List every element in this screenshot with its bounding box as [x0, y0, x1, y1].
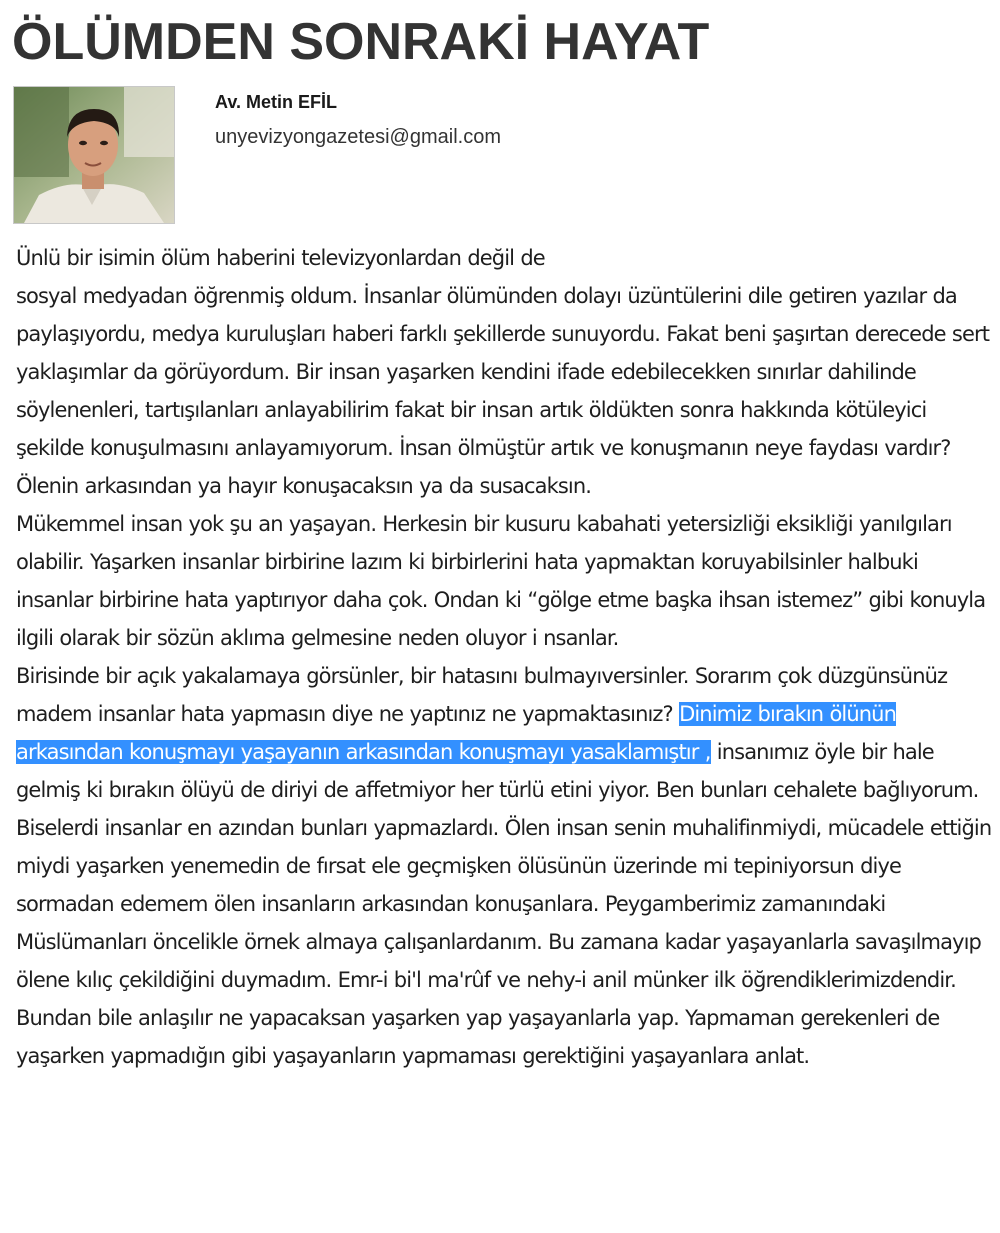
author-portrait-image [14, 87, 174, 223]
article-paragraph-4 [16, 657, 1000, 1075]
author-email[interactable]: unyevizyongazetesi@gmail.com [215, 126, 501, 148]
article-paragraph-2: sosyal medyadan öğrenmiş oldum. İnsanlar ölümünden dolayı üzüntülerini dile getiren yazılar da paylaşıyordu, medya kuruluşları haberi farklı şekillerde sunuyordu. Fakat beni şaşırtan derecede sert yaklaşımlar da görüyordum. Bir insan yaşarken kendini ifade edebilecekken sınırlar dahilinde söylenenleri, tartışılanları anlayabilirim fakat bir insan artık öldükten sonra hakkında kötüleyici şekilde konuşulmasını anlayamıyorum. İnsan ölmüştür artık ve konuşmanın neye faydası vardır? Ölenin arkasından ya hayır konuşacaksın ya da susacaksın. [16, 284, 990, 498]
article-paragraph-1: Ünlü bir isimin ölüm haberini televizyonlardan değil de [16, 246, 545, 270]
author-photo [13, 86, 175, 224]
selected-text-highlight[interactable]: Dinimiz bırakın ölünün arkasından konuşmayı yaşayanın arkasından konuşmayı yasaklamıştır , [16, 702, 896, 764]
author-name: Av. Metin EFİL [215, 92, 338, 112]
article-paragraph-3: Mükemmel insan yok şu an yaşayan. Herkesin bir kusuru kabahati yetersizliği eksikliği yanılgıları olabilir. Yaşarken insanlar birbirine lazım ki birbirlerini hata yapmaktan koruyabilsinler halbuki insanlar birbirine hata yaptırıyor daha çok. Ondan ki “gölge etme başka ihsan istemez” gibi konuyla ilgili olarak bir sözün aklıma gelmesine neden oluyor i nsanlar. [16, 512, 986, 650]
article-body [16, 239, 1000, 1075]
article-title: ÖLÜMDEN SONRAKİ HAYAT [12, 13, 710, 71]
paragraph-4-text-after: insanımız öyle bir hale gelmiş ki bırakın ölüyü de diriyi de affetmiyor her türlü etini yiyor. Ben bunları cehalete bağlıyorum. Biselerdi insanlar en azından bunları yapmazlardı. Ölen insan senin muhalifinmiydi, mücadele ettiğin miydi yaşarken yenemedin de fırsat ele geçmişken ölüsünün üzerinde mi tepiniyorsun diye sormadan edemem ölen insanların arkasından konuşanlara. Peygamberimiz zamanındaki Müslümanları öncelikle örnek almaya çalışanlardanım. Bu zamana kadar yaşayanlarla savaşılmayıp ölene kılıç çekildiğini duymadım. Emr-i bi'l ma'rûf ve nehy-i anil münker ilk öğrendiklerimizdendir. Bundan bile anlaşılır ne yapacaksan yaşarken yap yaşayanlarla yap. Yapmaman gerekenleri de yaşarken yapmadığın gibi yaşayanların yapmaması gerektiğini yaşayanlara anlat. [16, 740, 992, 1068]
paragraph-4-text-before: Birisinde bir açık yakalamaya görsünler, bir hatasını bulmayıversinler. Sorarım çok düzgünsünüz madem insanlar hata yapmasın diye ne yaptınız ne yapmaktasınız? [16, 664, 948, 726]
